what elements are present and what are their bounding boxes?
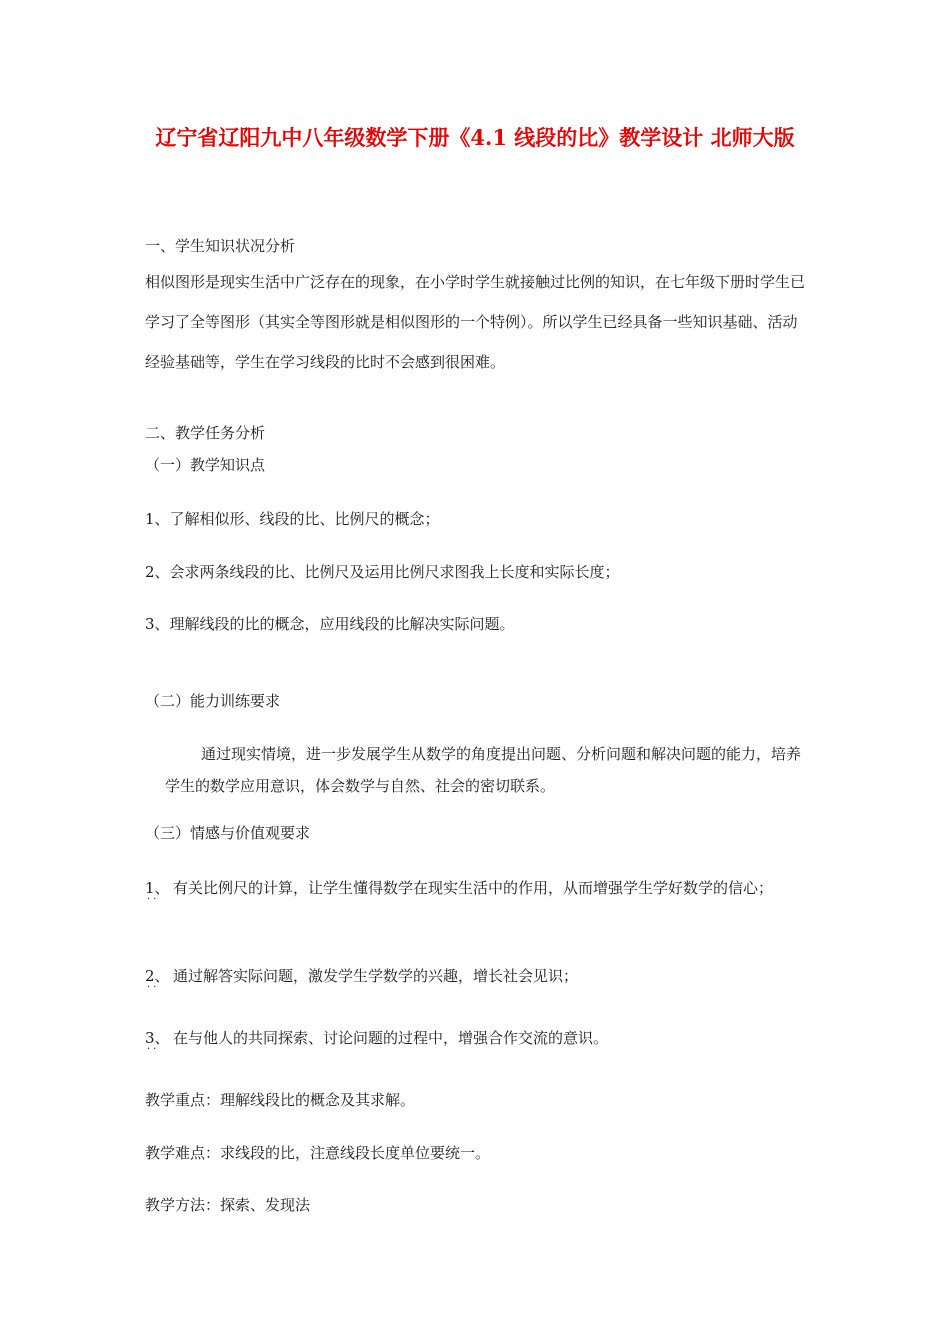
difficulty: 教学难点：求线段的比，注意线段长度单位要统一。	[145, 1144, 491, 1162]
emotion-item-1: 有关比例尺的计算，让学生懂得数学在现实生活中的作用，从而增强学生学好数学的信心；	[173, 879, 774, 897]
emotion-item-2-number: 2、 ··	[145, 967, 170, 993]
document-title: 辽宁省辽阳九中八年级数学下册《4.1 线段的比》教学设计 北师大版	[155, 125, 795, 150]
knowledge-item-3: 3、理解线段的比的概念，应用线段的比解决实际问题。	[145, 615, 515, 633]
sub2-body: 通过现实情境，进一步发展学生从数学的角度提出问题、分析问题和解决问题的能力，培养学生的数学应用意识，体会数学与自然、社会的密切联系。	[165, 745, 802, 795]
sub2-heading: （二）能力训练要求	[145, 692, 281, 710]
knowledge-item-1: 1、了解相似形、线段的比、比例尺的概念；	[145, 510, 440, 528]
section1-heading: 一、学生知识状况分析	[145, 237, 296, 255]
emotion-item-2: 通过解答实际问题，激发学生学数学的兴趣，增长社会见识；	[173, 967, 579, 985]
teaching-method: 教学方法：探索、发现法	[145, 1196, 311, 1214]
emphasis-dots: ··	[147, 982, 160, 993]
emphasis-dots: ··	[147, 1044, 160, 1055]
key-point: 教学重点：理解线段比的概念及其求解。	[145, 1091, 416, 1109]
emotion-item-3-number: 3、 ··	[145, 1029, 170, 1055]
sub1-heading: （一）教学知识点	[145, 456, 266, 474]
emotion-item-3: 在与他人的共同探索、讨论问题的过程中，增强合作交流的意识。	[173, 1029, 609, 1047]
emphasis-dots: ··	[147, 894, 160, 905]
knowledge-item-2: 2、会求两条线段的比、比例尺及运用比例尺求图我上长度和实际长度；	[145, 563, 620, 581]
sub3-heading: （三）情感与价值观要求	[145, 824, 311, 842]
section1-body: 相似图形是现实生活中广泛存在的现象，在小学时学生就接触过比例的知识，在七年级下册时学生已学习了全等图形（其实全等图形就是相似图形的一个特例）。所以学生已经具备一些知识基础、活动经验基础等，学生在学习线段的比时不会感到很困难。	[145, 273, 806, 371]
section2-heading: 二、教学任务分析	[145, 424, 266, 442]
emotion-item-1-number: 1、 ··	[145, 879, 170, 905]
